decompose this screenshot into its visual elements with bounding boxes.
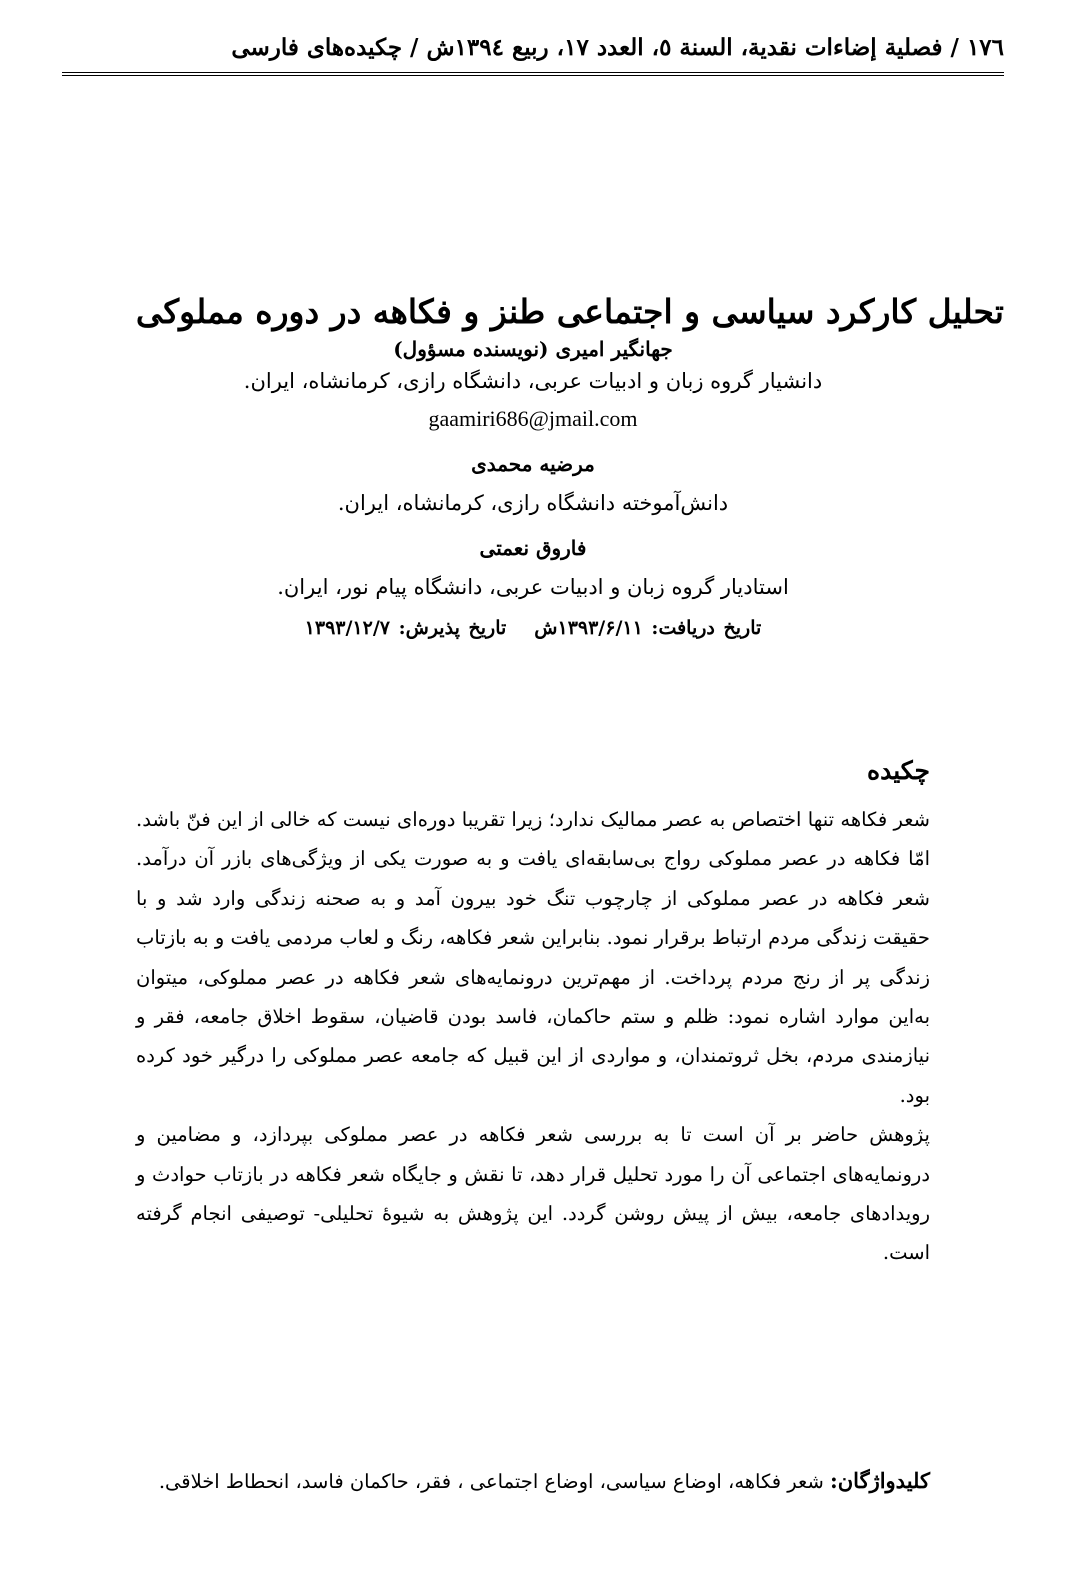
- keywords-label: کلیدواژگان:: [830, 1468, 930, 1493]
- author-affiliation-1: دانشیار گروه زبان و ادبیات عربی، دانشگاه رازی، کرمانشاه، ایران.: [243, 369, 823, 393]
- received-date: تاریخ دریافت: ١٣٩٣/۶/١١ش: [534, 617, 762, 639]
- author-affiliation-2: دانش‌آموخته دانشگاه رازی، کرمانشاه، ایران.: [337, 491, 729, 515]
- running-header: [62, 32, 1004, 76]
- article-dates: [62, 606, 1004, 650]
- paper-title: تحلیل کارکرد سیاسی و اجتماعی طنز و فکاهه در دوره مملوکی: [135, 292, 1004, 331]
- running-header-text: ١٧٦ / فصلية إضاءات نقدية، السنة ٥، العدد ١٧، ربيع ١٣٩٤ش / چكيده‌های فارسی: [231, 34, 1004, 61]
- author-name-1: جهانگیر امیری (نویسنده مسؤول): [393, 337, 673, 361]
- abstract-heading: چکیده: [866, 756, 930, 785]
- abstract-paragraph-2: پژوهش حاضر بر آن است تا به بررسی شعر فکاهه در عصر مملوکی بپردازد، و مضامین و درونمایه‌های اجتماعی آن را مورد تحلیل قرار دهد، تا نقش و جایگاه شعر فکاهه در بازتاب حوادث و رویدادهای جامعه، بیش از پیش روشن گردد. این پژوهش به شیوهٔ تحلیلی- توصیفی انجام گرفته است.: [136, 1123, 930, 1265]
- abstract-paragraph-1: شعر فکاهه تنها اختصاص به عصر ممالیک ندارد؛ زیرا تقریبا دوره‌ای نیست که خالی از این فنّ باشد. امّا فکاهه در عصر مملوکی رواج بی‌سابقه‌ای یافت و به صورت یکی از ویژگی‌های بازر آن درآمد. شعر فکاهه در عصر مملوکی از چارچوب تنگ خود بیرون آمد و به صحنه زندگی وارد شد و با حقیقت زندگی مردم ارتباط برقرار نمود. بنابراین شعر فکاهه، رنگ و لعاب مردمی یافت و به بازتاب زندگی پر از رنج مردم پرداخت. از مهم‌ترین درونمایه‌های شعر فکاهه در عصر مملوکی، میتوان به‌این موارد اشاره نمود: ظلم و ستم حاکمان، فاسد بودن قاضیان، سقوط اخلاق جامعه، فقر و نیازمندی مردم، بخل ثروتمندان، و مواردی از این قبیل که جامعه عصر مملوکی را درگیر خود کرده بود.: [136, 808, 930, 1107]
- keywords-text: شعر فکاهه، اوضاع سیاسی، اوضاع اجتماعی ، فقر، حاکمان فاسد، انحطاط اخلاقی.: [158, 1470, 824, 1493]
- abstract-body: [136, 800, 930, 1273]
- author-name-2: مرضیه محمدی: [471, 452, 595, 476]
- author-email[interactable]: gaamiri686@jmail.com: [428, 406, 638, 431]
- keywords: [136, 1461, 930, 1502]
- title-block: [62, 288, 1004, 650]
- accepted-date: تاریخ پذیرش: ١٣٩٣/١٢/٧: [304, 617, 507, 639]
- author-name-3: فاروق نعمتی: [479, 536, 587, 560]
- author-affiliation-3: استادیار گروه زبان و ادبیات عربی، دانشگاه پیام نور، ایران.: [277, 575, 789, 599]
